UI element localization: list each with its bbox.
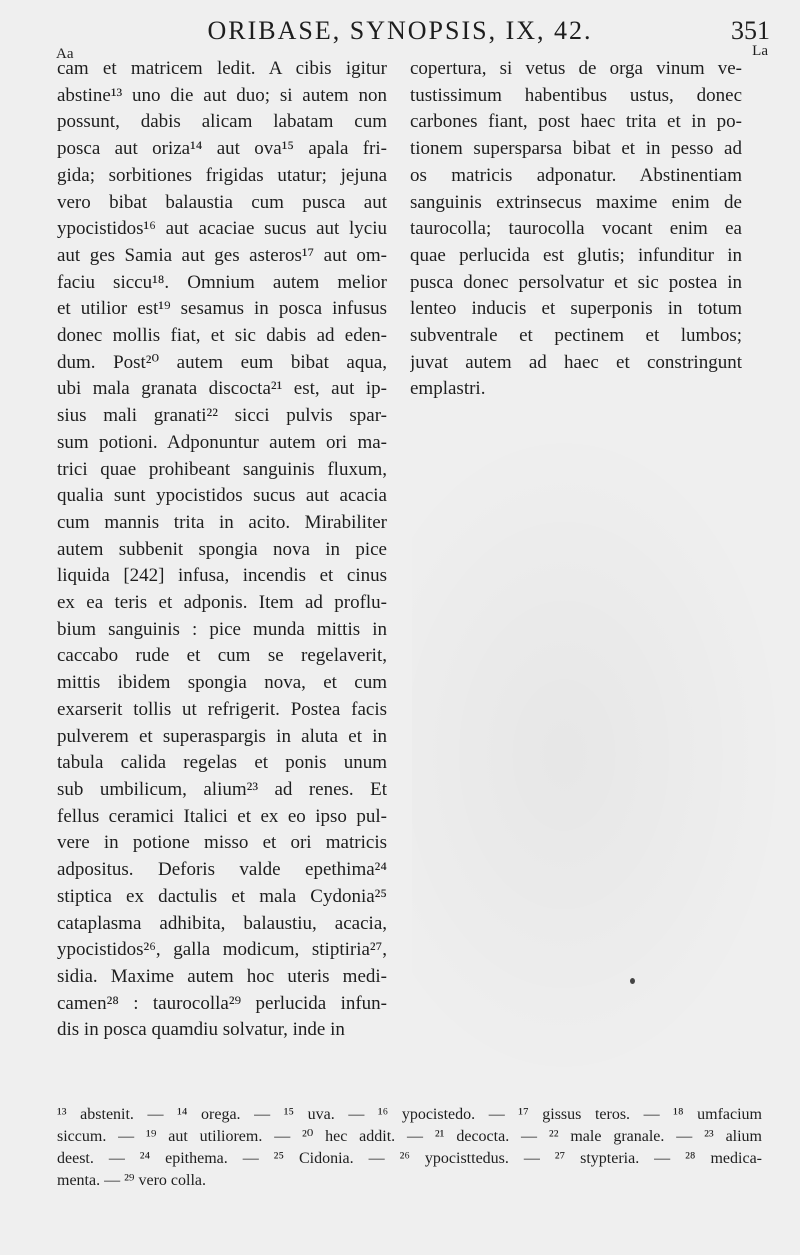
footnote-line: siccum. — ¹⁹ aut utiliorem. — ²⁰ hec addit. — ²¹ decocta. — ²² male granale. — ²³ alium xyxy=(57,1128,762,1145)
text-line: sanguinis extrinsecus maxime enim de xyxy=(410,191,742,213)
running-title: ORIBASE, SYNOPSIS, IX, 42. xyxy=(207,16,593,45)
text-line: emplastri. xyxy=(410,378,486,400)
ink-speck xyxy=(630,978,635,984)
text-line: trici quae prohibeant sanguinis fluxum, xyxy=(57,458,387,480)
text-line: tionem supersparsa bibat et in pesso ad xyxy=(410,138,742,160)
text-line: mittis ibidem spongia nova, et cum xyxy=(57,672,387,694)
text-line: faciu siccu¹⁸. Omnium autem melior xyxy=(57,271,387,293)
text-line: quae perlucida est glutis; infunditur in xyxy=(410,244,742,266)
right-column-marker: La xyxy=(752,43,768,59)
text-line: tabula calida regelas et ponis unum xyxy=(57,752,387,774)
text-line: possunt, dabis alicam labatam cum xyxy=(57,111,387,133)
text-line: stiptica ex dactulis et mala Cydonia²⁵ xyxy=(57,885,387,907)
text-line: camen²⁸ : taurocolla²⁹ perlucida infun- xyxy=(57,992,387,1014)
text-line: sub umbilicum, alium²³ ad renes. Et xyxy=(57,778,387,800)
text-line: bium sanguinis : pice munda mittis in xyxy=(57,618,387,640)
text-line: subventrale et pectinem et lumbos; xyxy=(410,325,742,347)
footnote-line: ¹³ abstenit. — ¹⁴ orega. — ¹⁵ uva. — ¹⁶ ypocistedo. — ¹⁷ gissus teros. — ¹⁸ umfacium xyxy=(57,1106,762,1123)
text-line: lenteo inducis et superponis in totum xyxy=(410,298,742,320)
page-header xyxy=(0,8,800,44)
page-number: 351 xyxy=(731,16,770,45)
text-line: dum. Post²⁰ autem eum bibat aqua, xyxy=(57,351,387,373)
text-line: cataplasma adhibita, balaustiu, acacia, xyxy=(57,912,387,934)
text-line: copertura, si vetus de orga vinum ve- xyxy=(410,58,742,79)
text-line: taurocolla; taurocolla vocant enim ea xyxy=(410,218,742,240)
text-line: liquida [242] infusa, incendis et cinus xyxy=(57,565,387,587)
text-line: ypocistidos²⁶, galla modicum, stiptiria²⁷, xyxy=(57,939,387,961)
text-line: pulverem et superaspargis in aluta et in xyxy=(57,725,387,747)
text-line: pusca donec persolvatur et sic postea in xyxy=(410,271,742,293)
text-line: ex ea teris et adponis. Item ad proflu- xyxy=(57,592,387,614)
footnotes xyxy=(57,1104,762,1192)
left-column xyxy=(57,56,387,1044)
text-line: ubi mala granata discocta²¹ est, aut ip- xyxy=(57,378,387,400)
text-line: adpositus. Deforis valde epethima²⁴ xyxy=(57,859,387,881)
text-line: sidia. Maxime autem hoc uteris medi- xyxy=(57,965,387,987)
text-line: sum potioni. Adponuntur autem ori ma- xyxy=(57,431,387,453)
left-column-marker: Aa xyxy=(56,46,74,62)
text-line: donec mollis fiat, et sic dabis ad eden- xyxy=(57,325,387,347)
right-column xyxy=(410,56,742,403)
text-line: carbones fiant, post haec trita et in po- xyxy=(410,111,742,133)
text-line: dis in posca quamdiu solvatur, inde in xyxy=(57,1019,345,1041)
text-line: vere in potione misso et ori matricis xyxy=(57,832,387,854)
text-line: qualia sunt ypocistidos sucus aut acacia xyxy=(57,485,387,507)
text-line: os matricis adponatur. Abstinentiam xyxy=(410,164,742,186)
footnote-line: deest. — ²⁴ epithema. — ²⁵ Cidonia. — ²⁶ ypocisttedus. — ²⁷ stypteria. — ²⁸ medica- xyxy=(57,1150,762,1167)
text-line: cam et matricem ledit. A cibis igitur xyxy=(57,58,387,79)
text-line: autem subbenit spongia nova in pice xyxy=(57,538,387,560)
text-line: posca aut oriza¹⁴ aut ova¹⁵ apala fri- xyxy=(57,138,387,160)
text-line: sius mali granati²² sicci pulvis spar- xyxy=(57,405,387,427)
show-through-shadow xyxy=(412,420,792,1090)
text-line: ypocistidos¹⁶ aut acaciae sucus aut lyciu xyxy=(57,218,387,240)
text-line: cum mannis trita in acito. Mirabiliter xyxy=(57,511,387,533)
text-line: exarserit tollis ut refrigerit. Postea facis xyxy=(57,698,387,720)
text-line: vero bibat balaustia cum pusca aut xyxy=(57,191,387,213)
text-line: juvat autem ad haec et constringunt xyxy=(410,351,742,373)
footnote-line: menta. — ²⁹ vero colla. xyxy=(57,1172,206,1189)
text-line: gida; sorbitiones frigidas utatur; jejuna xyxy=(57,164,387,186)
text-line: et utilior est¹⁹ sesamus in posca infusus xyxy=(57,298,387,320)
text-line: tustissimum habentibus ustus, donec xyxy=(410,84,742,106)
text-line: fellus ceramici Italici et ex eo ipso pul- xyxy=(57,805,387,827)
text-line: caccabo rude et cum se regelaverit, xyxy=(57,645,387,667)
text-line: abstine¹³ uno die aut duo; si autem non xyxy=(57,84,387,106)
text-line: aut ges Samia aut ges asteros¹⁷ aut om- xyxy=(57,244,387,266)
